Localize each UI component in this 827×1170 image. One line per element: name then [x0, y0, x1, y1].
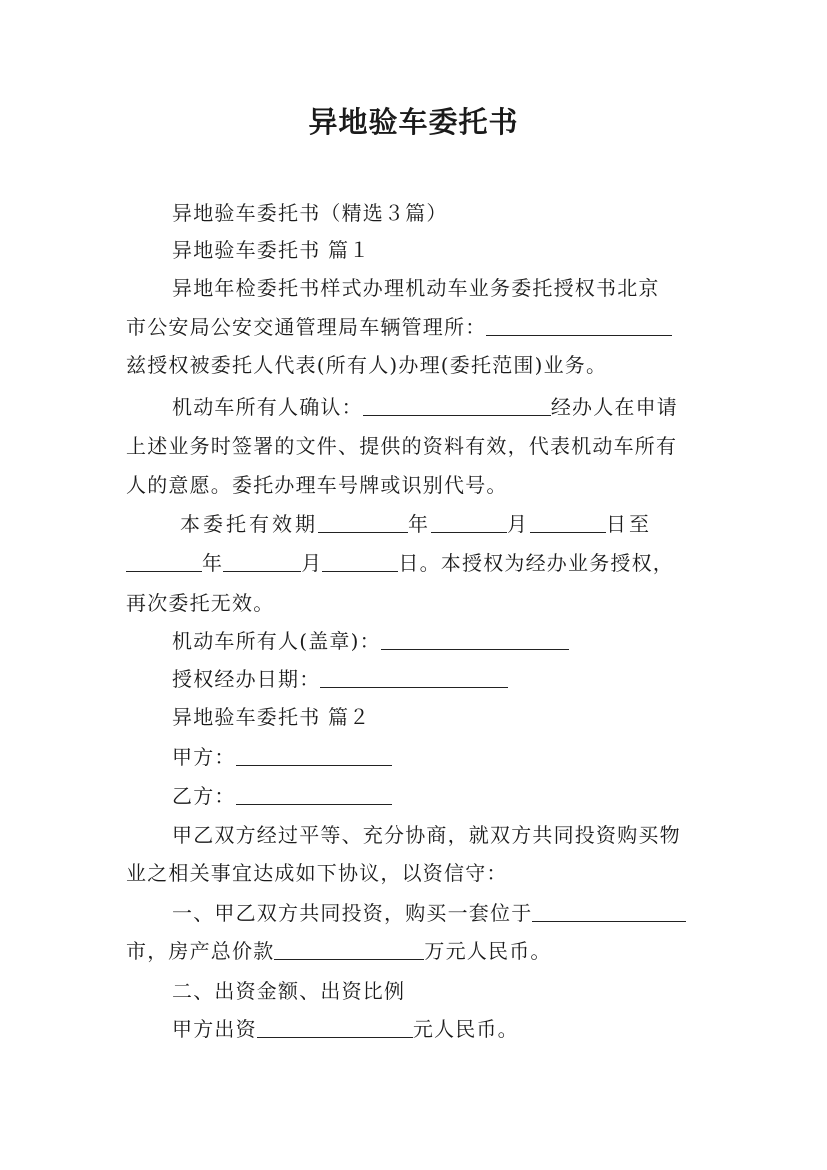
paragraph-text: 授权经办日期：	[172, 667, 321, 691]
paragraph-line	[172, 783, 706, 809]
paragraph-text: 元人民币。	[412, 1017, 519, 1041]
blank-field	[363, 397, 551, 416]
paragraph-line	[180, 511, 700, 537]
paragraph-line: 兹授权被委托人代表(所有人)办理(委托范围)业务。	[126, 353, 608, 377]
blank-field	[532, 903, 686, 922]
blank-field	[274, 941, 424, 960]
blank-field	[223, 553, 301, 572]
blank-field	[530, 514, 606, 533]
paragraph-text: 年	[202, 551, 224, 575]
blank-field	[486, 317, 672, 336]
paragraph-line: 再次委托无效。	[126, 591, 275, 615]
paragraph-text: 市，房产总价款	[126, 939, 275, 963]
paragraph-line	[126, 314, 706, 340]
blank-field	[257, 1019, 413, 1038]
blank-field	[381, 631, 569, 650]
section-heading-1: 异地验车委托书 篇１	[172, 238, 371, 262]
paragraph-text: 甲方出资	[172, 1017, 257, 1041]
blank-field	[126, 553, 202, 572]
paragraph-text: 乙方：	[172, 784, 236, 808]
paragraph-text: 万元人民币。	[424, 939, 552, 963]
paragraph-text: 市公安局公安交通管理局车辆管理所：	[126, 315, 487, 339]
blank-field	[322, 553, 398, 572]
blank-field	[236, 786, 392, 805]
paragraph-line	[172, 744, 706, 770]
paragraph-text: 机动车所有人确认：	[172, 395, 363, 419]
paragraph-line	[126, 550, 706, 576]
paragraph-line: 业之相关事宜达成如下协议，以资信守：	[126, 861, 508, 885]
paragraph-line	[172, 394, 706, 420]
paragraph-line: 甲乙双方经过平等、充分协商，就双方共同投资购买物	[172, 823, 681, 847]
paragraph-line	[172, 666, 706, 692]
paragraph-text: 机动车所有人(盖章)：	[172, 629, 381, 653]
paragraph-line	[172, 628, 706, 654]
subtitle: 异地验车委托书（精选３篇）	[172, 201, 448, 225]
paragraph-line: 异地年检委托书样式办理机动车业务委托授权书北京	[172, 276, 660, 300]
paragraph-text: 月	[507, 512, 530, 536]
blank-field	[320, 669, 508, 688]
paragraph-line: 上述业务时签署的文件、提供的资料有效，代表机动车所有	[126, 434, 678, 458]
blank-field	[236, 747, 392, 766]
blank-field	[431, 514, 507, 533]
paragraph-text: 经办人在申请	[550, 395, 679, 419]
paragraph-line	[126, 938, 706, 964]
paragraph-line	[172, 900, 706, 926]
document-title: 异地验车委托书	[308, 105, 519, 139]
paragraph-text: 本委托有效期	[180, 512, 318, 536]
paragraph-line: 人的意愿。委托办理车号牌或识别代号。	[126, 473, 508, 497]
paragraph-text: 日。本授权为经办业务授权，	[398, 551, 675, 575]
section-heading-2: 异地验车委托书 篇２	[172, 705, 371, 729]
paragraph-text: 年	[408, 512, 431, 536]
paragraph-text: 月	[301, 551, 323, 575]
paragraph-line: 二、出资金额、出资比例	[172, 979, 406, 1003]
paragraph-text: 甲方：	[172, 745, 236, 769]
blank-field	[318, 514, 408, 533]
paragraph-text: 一、甲乙双方共同投资，购买一套位于	[172, 901, 533, 925]
paragraph-line	[172, 1016, 706, 1042]
paragraph-text: 日至	[606, 512, 652, 536]
